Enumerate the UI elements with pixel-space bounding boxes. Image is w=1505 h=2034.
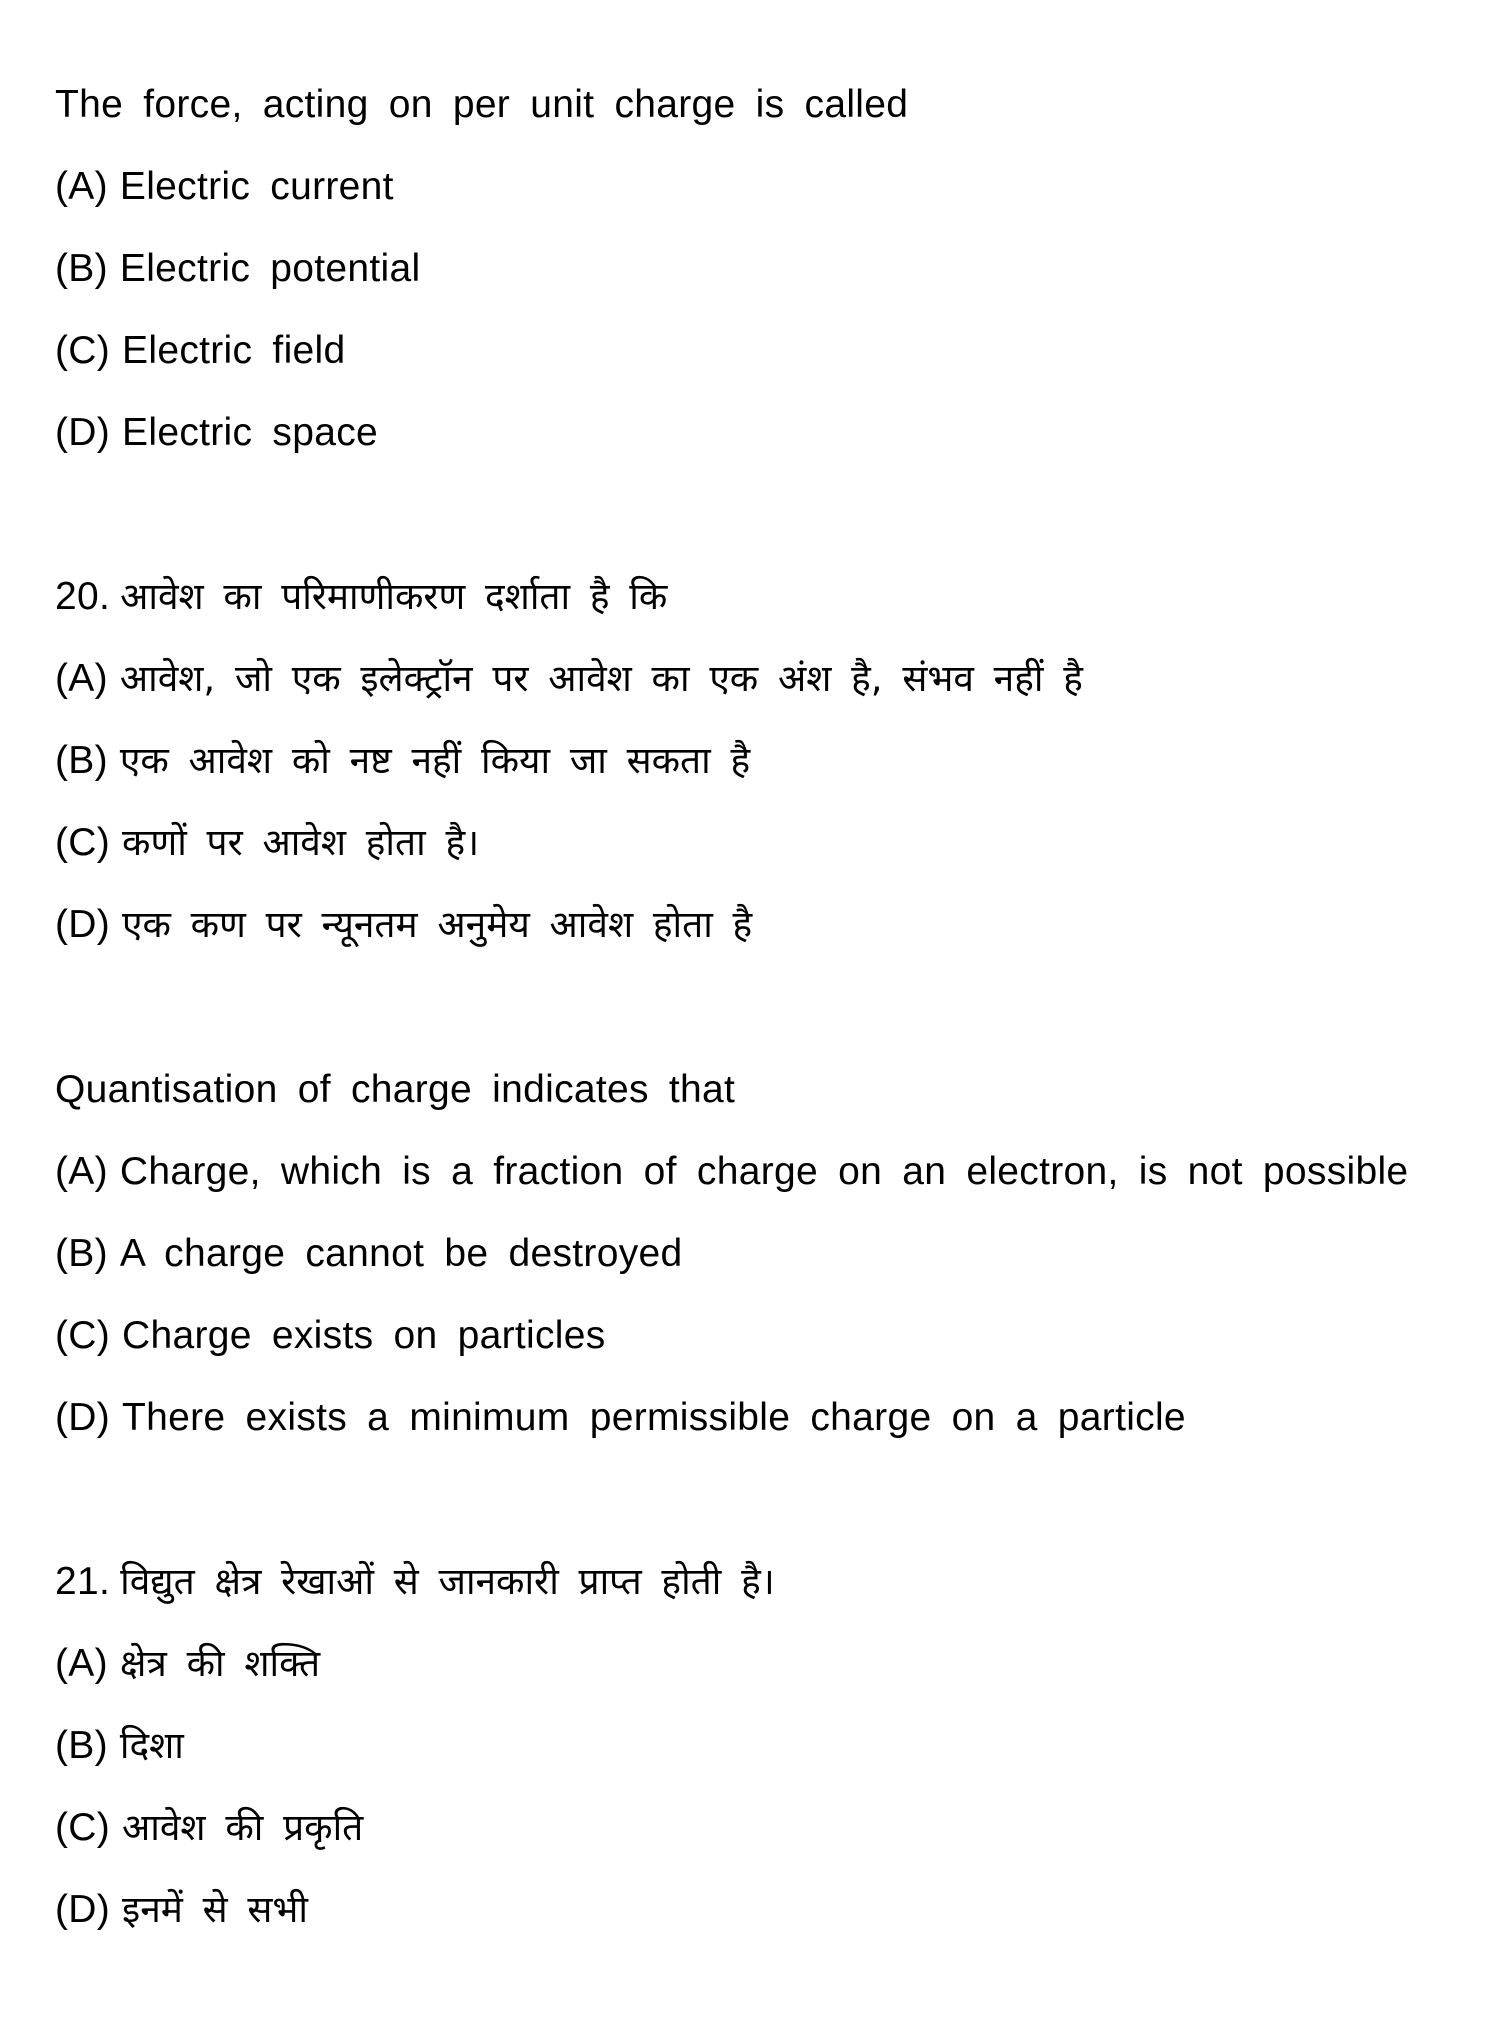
option-label: (C) <box>55 1806 111 1849</box>
option-d <box>55 1398 1186 1437</box>
question-stem: The force, acting on per unit charge is called <box>55 83 909 126</box>
option-label: (B) <box>55 247 108 290</box>
option-text: एक कण पर न्यूनतम अनुमेय आवेश होता है <box>122 903 753 946</box>
option-c <box>55 823 479 862</box>
option-text: कणों पर आवेश होता है। <box>122 821 480 864</box>
option-a <box>55 1644 320 1683</box>
option-a <box>55 659 1083 698</box>
option-label: (B) <box>55 1232 108 1275</box>
option-c <box>55 331 345 370</box>
option-label: (D) <box>55 1396 111 1439</box>
option-text: Electric current <box>119 165 394 208</box>
option-label: (B) <box>55 1724 108 1767</box>
option-a <box>55 167 394 206</box>
option-d <box>55 905 752 944</box>
option-b <box>55 249 420 288</box>
question-number: 21. <box>55 1560 111 1603</box>
question-stem: आवेश का परिमाणीकरण दर्शाता है कि <box>120 575 668 618</box>
option-b <box>55 1234 683 1273</box>
option-b <box>55 1726 184 1765</box>
option-label: (A) <box>55 165 108 208</box>
option-text: Electric field <box>122 329 346 372</box>
option-d <box>55 1890 308 1929</box>
option-label: (D) <box>55 411 111 454</box>
option-c <box>55 1316 606 1355</box>
option-text: A charge cannot be destroyed <box>119 1232 683 1275</box>
question-stem: Quantisation of charge indicates that <box>55 1068 736 1111</box>
question-text <box>55 1562 775 1601</box>
option-text: आवेश, जो एक इलेक्ट्रॉन पर आवेश का एक अंश है, संभव नहीं है <box>119 657 1083 700</box>
option-label: (D) <box>55 903 111 946</box>
option-label: (B) <box>55 739 108 782</box>
option-text: Electric potential <box>119 247 421 290</box>
option-text: Electric space <box>122 411 379 454</box>
option-text: There exists a minimum permissible charge on a particle <box>122 1396 1186 1439</box>
question-number: 20. <box>55 575 111 618</box>
question-text <box>55 577 667 616</box>
option-label: (C) <box>55 329 111 372</box>
option-label: (C) <box>55 821 111 864</box>
option-text: Charge exists on particles <box>122 1314 606 1357</box>
option-d <box>55 413 378 452</box>
question-stem: विद्युत क्षेत्र रेखाओं से जानकारी प्राप्त होती है। <box>120 1560 775 1603</box>
option-label: (C) <box>55 1314 111 1357</box>
question-text <box>55 1070 735 1109</box>
option-text: दिशा <box>119 1724 184 1767</box>
option-b <box>55 741 750 780</box>
option-c <box>55 1808 363 1847</box>
question-text <box>55 85 908 124</box>
option-label: (D) <box>55 1888 111 1931</box>
option-text: Charge, which is a fraction of charge on an electron, is not possible <box>119 1150 1409 1193</box>
option-text: आवेश की प्रकृति <box>122 1806 364 1849</box>
option-text: एक आवेश को नष्ट नहीं किया जा सकता है <box>119 739 751 782</box>
option-label: (A) <box>55 1642 108 1685</box>
option-text: इनमें से सभी <box>122 1888 309 1931</box>
option-text: क्षेत्र की शक्ति <box>119 1642 321 1685</box>
option-label: (A) <box>55 657 108 700</box>
option-a <box>55 1152 1408 1191</box>
option-label: (A) <box>55 1150 108 1193</box>
